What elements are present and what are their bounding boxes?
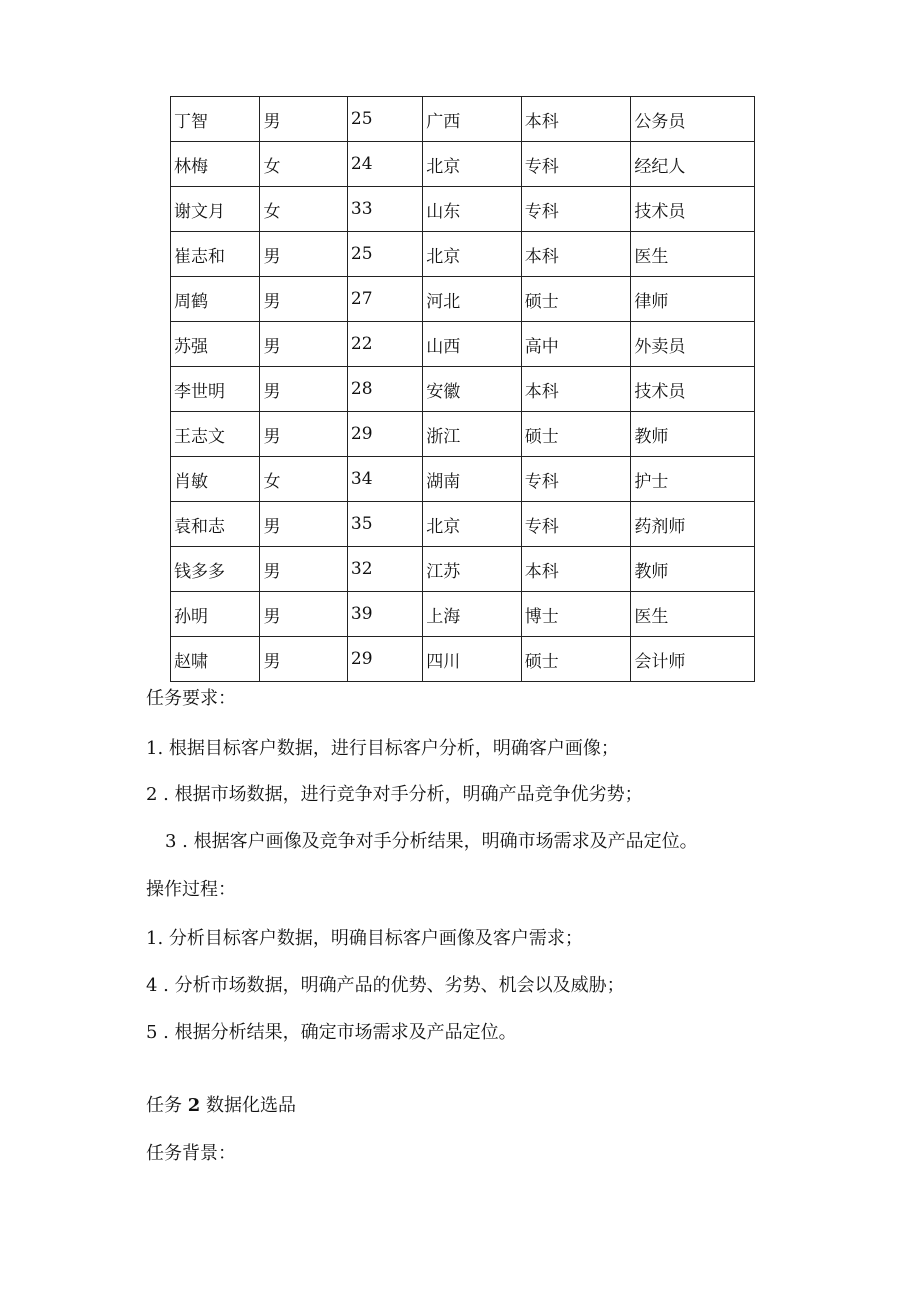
table-row xyxy=(171,637,755,682)
cell-region: 北京 xyxy=(423,502,522,547)
cell-age: 22 xyxy=(347,322,422,367)
cell-age: 28 xyxy=(347,367,422,412)
cell-age: 33 xyxy=(347,187,422,232)
cell-age: 32 xyxy=(347,547,422,592)
task2-title: 数据化选品 xyxy=(206,1095,296,1116)
cell-gender: 男 xyxy=(260,412,347,457)
cell-age: 24 xyxy=(347,142,422,187)
cell-occupation: 教师 xyxy=(631,412,755,457)
cell-education: 硕士 xyxy=(521,412,631,457)
cell-education: 硕士 xyxy=(521,277,631,322)
task2-prefix: 任务 xyxy=(146,1095,182,1116)
cell-gender: 女 xyxy=(260,457,347,502)
cell-gender: 女 xyxy=(260,187,347,232)
cell-occupation: 经纪人 xyxy=(631,142,755,187)
cell-gender: 男 xyxy=(260,502,347,547)
cell-region: 四川 xyxy=(423,637,522,682)
cell-education: 本科 xyxy=(521,232,631,277)
table-row xyxy=(171,412,755,457)
cell-occupation: 教师 xyxy=(631,547,755,592)
cell-region: 浙江 xyxy=(423,412,522,457)
cell-occupation: 公务员 xyxy=(631,97,755,142)
table-row xyxy=(171,142,755,187)
cell-age: 34 xyxy=(347,457,422,502)
table-row xyxy=(171,547,755,592)
operation-item: 1. 分析目标客户数据，明确目标客户画像及客户需求； xyxy=(146,928,583,949)
operation-process-heading: 操作过程： xyxy=(146,879,236,900)
cell-occupation: 医生 xyxy=(631,232,755,277)
task2-background-heading: 任务背景： xyxy=(146,1143,236,1164)
cell-gender: 男 xyxy=(260,97,347,142)
cell-name: 苏强 xyxy=(171,322,260,367)
cell-occupation: 技术员 xyxy=(631,367,755,412)
cell-name: 钱多多 xyxy=(171,547,260,592)
cell-region: 江苏 xyxy=(423,547,522,592)
cell-age: 25 xyxy=(347,232,422,277)
cell-age: 39 xyxy=(347,592,422,637)
cell-region: 北京 xyxy=(423,232,522,277)
cell-name: 袁和志 xyxy=(171,502,260,547)
cell-region: 广西 xyxy=(423,97,522,142)
cell-education: 专科 xyxy=(521,187,631,232)
cell-education: 硕士 xyxy=(521,637,631,682)
cell-education: 专科 xyxy=(521,142,631,187)
cell-name: 赵啸 xyxy=(171,637,260,682)
requirement-item: 2 . 根据市场数据，进行竞争对手分析，明确产品竞争优劣势； xyxy=(146,784,643,805)
table-row xyxy=(171,502,755,547)
operation-item: 4 . 分析市场数据，明确产品的优势、劣势、机会以及威胁； xyxy=(146,975,625,996)
cell-name: 丁智 xyxy=(171,97,260,142)
table-row xyxy=(171,232,755,277)
table-row xyxy=(171,457,755,502)
table-row xyxy=(171,592,755,637)
cell-gender: 女 xyxy=(260,142,347,187)
cell-education: 本科 xyxy=(521,367,631,412)
table-row xyxy=(171,97,755,142)
cell-name: 林梅 xyxy=(171,142,260,187)
cell-education: 高中 xyxy=(521,322,631,367)
cell-name: 谢文月 xyxy=(171,187,260,232)
cell-gender: 男 xyxy=(260,277,347,322)
cell-age: 27 xyxy=(347,277,422,322)
cell-region: 山西 xyxy=(423,322,522,367)
cell-region: 上海 xyxy=(423,592,522,637)
cell-age: 35 xyxy=(347,502,422,547)
cell-name: 孙明 xyxy=(171,592,260,637)
cell-gender: 男 xyxy=(260,547,347,592)
requirement-item: 1. 根据目标客户数据，进行目标客户分析，明确客户画像； xyxy=(146,738,619,759)
task-requirements-heading: 任务要求： xyxy=(146,688,236,709)
cell-education: 专科 xyxy=(521,502,631,547)
cell-name: 肖敏 xyxy=(171,457,260,502)
cell-occupation: 外卖员 xyxy=(631,322,755,367)
cell-occupation: 护士 xyxy=(631,457,755,502)
cell-region: 湖南 xyxy=(423,457,522,502)
cell-education: 博士 xyxy=(521,592,631,637)
cell-gender: 男 xyxy=(260,232,347,277)
table-row xyxy=(171,277,755,322)
cell-gender: 男 xyxy=(260,637,347,682)
cell-occupation: 药剂师 xyxy=(631,502,755,547)
cell-region: 河北 xyxy=(423,277,522,322)
table-row xyxy=(171,367,755,412)
cell-region: 安徽 xyxy=(423,367,522,412)
task2-number: 2 xyxy=(187,1095,201,1116)
cell-occupation: 会计师 xyxy=(631,637,755,682)
cell-occupation: 医生 xyxy=(631,592,755,637)
table-row xyxy=(171,322,755,367)
cell-name: 李世明 xyxy=(171,367,260,412)
cell-occupation: 技术员 xyxy=(631,187,755,232)
cell-education: 本科 xyxy=(521,547,631,592)
cell-education: 专科 xyxy=(521,457,631,502)
task2-heading xyxy=(146,1094,296,1118)
cell-gender: 男 xyxy=(260,322,347,367)
cell-age: 25 xyxy=(347,97,422,142)
cell-name: 周鹤 xyxy=(171,277,260,322)
cell-name: 崔志和 xyxy=(171,232,260,277)
cell-region: 北京 xyxy=(423,142,522,187)
customer-data-table xyxy=(170,96,755,682)
cell-gender: 男 xyxy=(260,592,347,637)
table-row xyxy=(171,187,755,232)
cell-age: 29 xyxy=(347,412,422,457)
requirement-item: 3 . 根据客户画像及竞争对手分析结果，明确市场需求及产品定位。 xyxy=(165,831,698,852)
cell-occupation: 律师 xyxy=(631,277,755,322)
cell-education: 本科 xyxy=(521,97,631,142)
cell-name: 王志文 xyxy=(171,412,260,457)
cell-region: 山东 xyxy=(423,187,522,232)
cell-age: 29 xyxy=(347,637,422,682)
operation-item: 5 . 根据分析结果，确定市场需求及产品定位。 xyxy=(146,1022,517,1043)
cell-gender: 男 xyxy=(260,367,347,412)
